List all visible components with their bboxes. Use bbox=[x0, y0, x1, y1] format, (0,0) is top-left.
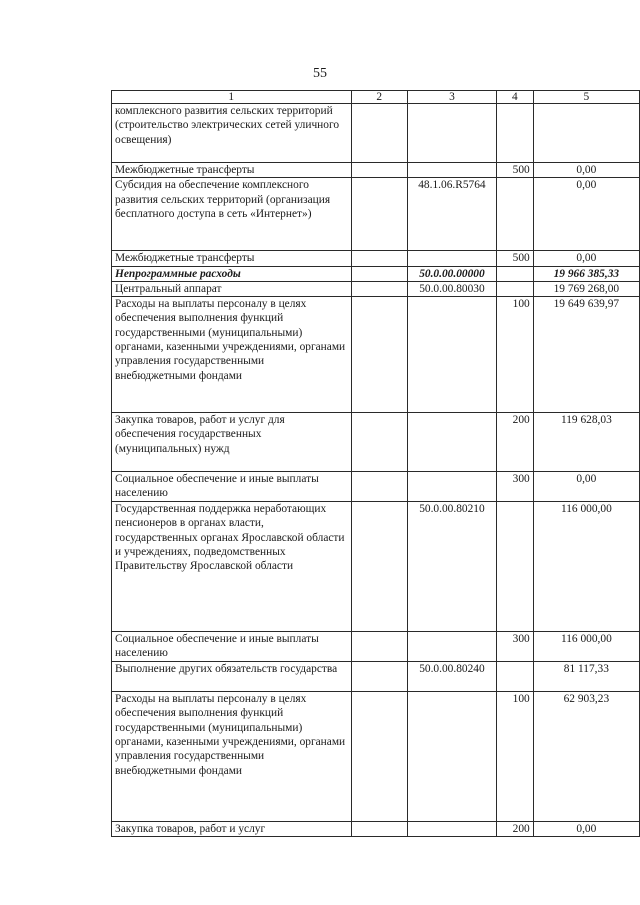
table-row bbox=[112, 251, 640, 266]
row-col2-cell bbox=[351, 692, 408, 822]
row-col2-cell bbox=[351, 281, 408, 296]
row-name-cell: Закупка товаров, работ и услуг для обеспечения государственных (муниципальных) нужд bbox=[112, 413, 352, 472]
row-type-cell bbox=[496, 104, 533, 163]
row-name-cell: Выполнение других обязательств государства bbox=[112, 662, 352, 692]
row-name-cell: Закупка товаров, работ и услуг bbox=[112, 822, 352, 837]
row-type-cell bbox=[496, 178, 533, 251]
row-type-cell: 200 bbox=[496, 413, 533, 472]
row-amount-cell: 119 628,03 bbox=[533, 413, 639, 472]
row-type-cell bbox=[496, 662, 533, 692]
row-code-cell: 50.0.00.00000 bbox=[408, 266, 497, 281]
row-name-cell: Социальное обеспечение и иные выплаты населению bbox=[112, 472, 352, 502]
column-header-5: 5 bbox=[533, 91, 639, 104]
row-col2-cell bbox=[351, 178, 408, 251]
row-name-cell: Непрограммные расходы bbox=[112, 266, 352, 281]
table-row bbox=[112, 178, 640, 251]
table-header-row bbox=[112, 91, 640, 104]
row-code-cell bbox=[408, 822, 497, 837]
row-type-cell bbox=[496, 502, 533, 632]
table-row bbox=[112, 281, 640, 296]
row-code-cell bbox=[408, 692, 497, 822]
row-code-cell bbox=[408, 251, 497, 266]
row-code-cell bbox=[408, 632, 497, 662]
row-col2-cell bbox=[351, 266, 408, 281]
column-header-3: 3 bbox=[408, 91, 497, 104]
row-type-cell bbox=[496, 266, 533, 281]
column-header-2: 2 bbox=[351, 91, 408, 104]
row-col2-cell bbox=[351, 104, 408, 163]
row-col2-cell bbox=[351, 251, 408, 266]
row-col2-cell bbox=[351, 472, 408, 502]
row-amount-cell: 0,00 bbox=[533, 822, 639, 837]
page-number: 55 bbox=[313, 66, 327, 81]
table-row bbox=[112, 163, 640, 178]
row-code-cell bbox=[408, 413, 497, 472]
row-amount-cell: 19 966 385,33 bbox=[533, 266, 639, 281]
row-code-cell bbox=[408, 472, 497, 502]
row-amount-cell: 62 903,23 bbox=[533, 692, 639, 822]
row-amount-cell: 0,00 bbox=[533, 163, 639, 178]
row-code-cell bbox=[408, 297, 497, 413]
row-amount-cell: 116 000,00 bbox=[533, 632, 639, 662]
row-col2-cell bbox=[351, 662, 408, 692]
row-code-cell bbox=[408, 163, 497, 178]
row-code-cell: 50.0.00.80030 bbox=[408, 281, 497, 296]
row-amount-cell: 0,00 bbox=[533, 251, 639, 266]
row-type-cell: 100 bbox=[496, 297, 533, 413]
row-name-cell: Расходы на выплаты персоналу в целях обеспечения выполнения функций государственными (муниципальными) органами, казенными учреждениями, органами управления государственными внебюджетными фондами bbox=[112, 297, 352, 413]
table-row bbox=[112, 266, 640, 281]
row-type-cell: 500 bbox=[496, 163, 533, 178]
row-amount-cell: 0,00 bbox=[533, 178, 639, 251]
row-code-cell bbox=[408, 104, 497, 163]
row-code-cell: 48.1.06.R5764 bbox=[408, 178, 497, 251]
row-col2-cell bbox=[351, 632, 408, 662]
row-col2-cell bbox=[351, 163, 408, 178]
row-name-cell: Расходы на выплаты персоналу в целях обеспечения выполнения функций государственными (муниципальными) органами, казенными учреждениями, органами управления государственными внебюджетными фондами bbox=[112, 692, 352, 822]
row-type-cell: 500 bbox=[496, 251, 533, 266]
table-row bbox=[112, 472, 640, 502]
table-row bbox=[112, 662, 640, 692]
table-row bbox=[112, 632, 640, 662]
row-type-cell: 300 bbox=[496, 632, 533, 662]
column-header-4: 4 bbox=[496, 91, 533, 104]
row-code-cell: 50.0.00.80240 bbox=[408, 662, 497, 692]
row-col2-cell bbox=[351, 297, 408, 413]
row-name-cell: Межбюджетные трансферты bbox=[112, 163, 352, 178]
row-col2-cell bbox=[351, 413, 408, 472]
row-amount-cell: 0,00 bbox=[533, 472, 639, 502]
row-type-cell: 200 bbox=[496, 822, 533, 837]
table-row bbox=[112, 104, 640, 163]
row-name-cell: комплексного развития сельских территорий (строительство электрических сетей уличного освещения) bbox=[112, 104, 352, 163]
table-row bbox=[112, 502, 640, 632]
table-row bbox=[112, 692, 640, 822]
column-header-1: 1 bbox=[112, 91, 352, 104]
table-row bbox=[112, 413, 640, 472]
table-row bbox=[112, 822, 640, 837]
row-type-cell: 300 bbox=[496, 472, 533, 502]
row-type-cell: 100 bbox=[496, 692, 533, 822]
row-col2-cell bbox=[351, 502, 408, 632]
row-code-cell: 50.0.00.80210 bbox=[408, 502, 497, 632]
table-row bbox=[112, 297, 640, 413]
row-amount-cell: 19 649 639,97 bbox=[533, 297, 639, 413]
row-col2-cell bbox=[351, 822, 408, 837]
budget-table bbox=[111, 90, 640, 837]
row-name-cell: Межбюджетные трансферты bbox=[112, 251, 352, 266]
row-amount-cell: 81 117,33 bbox=[533, 662, 639, 692]
row-amount-cell: 116 000,00 bbox=[533, 502, 639, 632]
row-name-cell: Государственная поддержка неработающих пенсионеров в органах власти, государственных органах Ярославской области и учреждениях, подведомственных Правительству Ярославской области bbox=[112, 502, 352, 632]
row-amount-cell bbox=[533, 104, 639, 163]
row-name-cell: Социальное обеспечение и иные выплаты населению bbox=[112, 632, 352, 662]
row-amount-cell: 19 769 268,00 bbox=[533, 281, 639, 296]
row-name-cell: Субсидия на обеспечение комплексного развития сельских территорий (организация бесплатного доступа в сеть «Интернет») bbox=[112, 178, 352, 251]
row-name-cell: Центральный аппарат bbox=[112, 281, 352, 296]
row-type-cell bbox=[496, 281, 533, 296]
